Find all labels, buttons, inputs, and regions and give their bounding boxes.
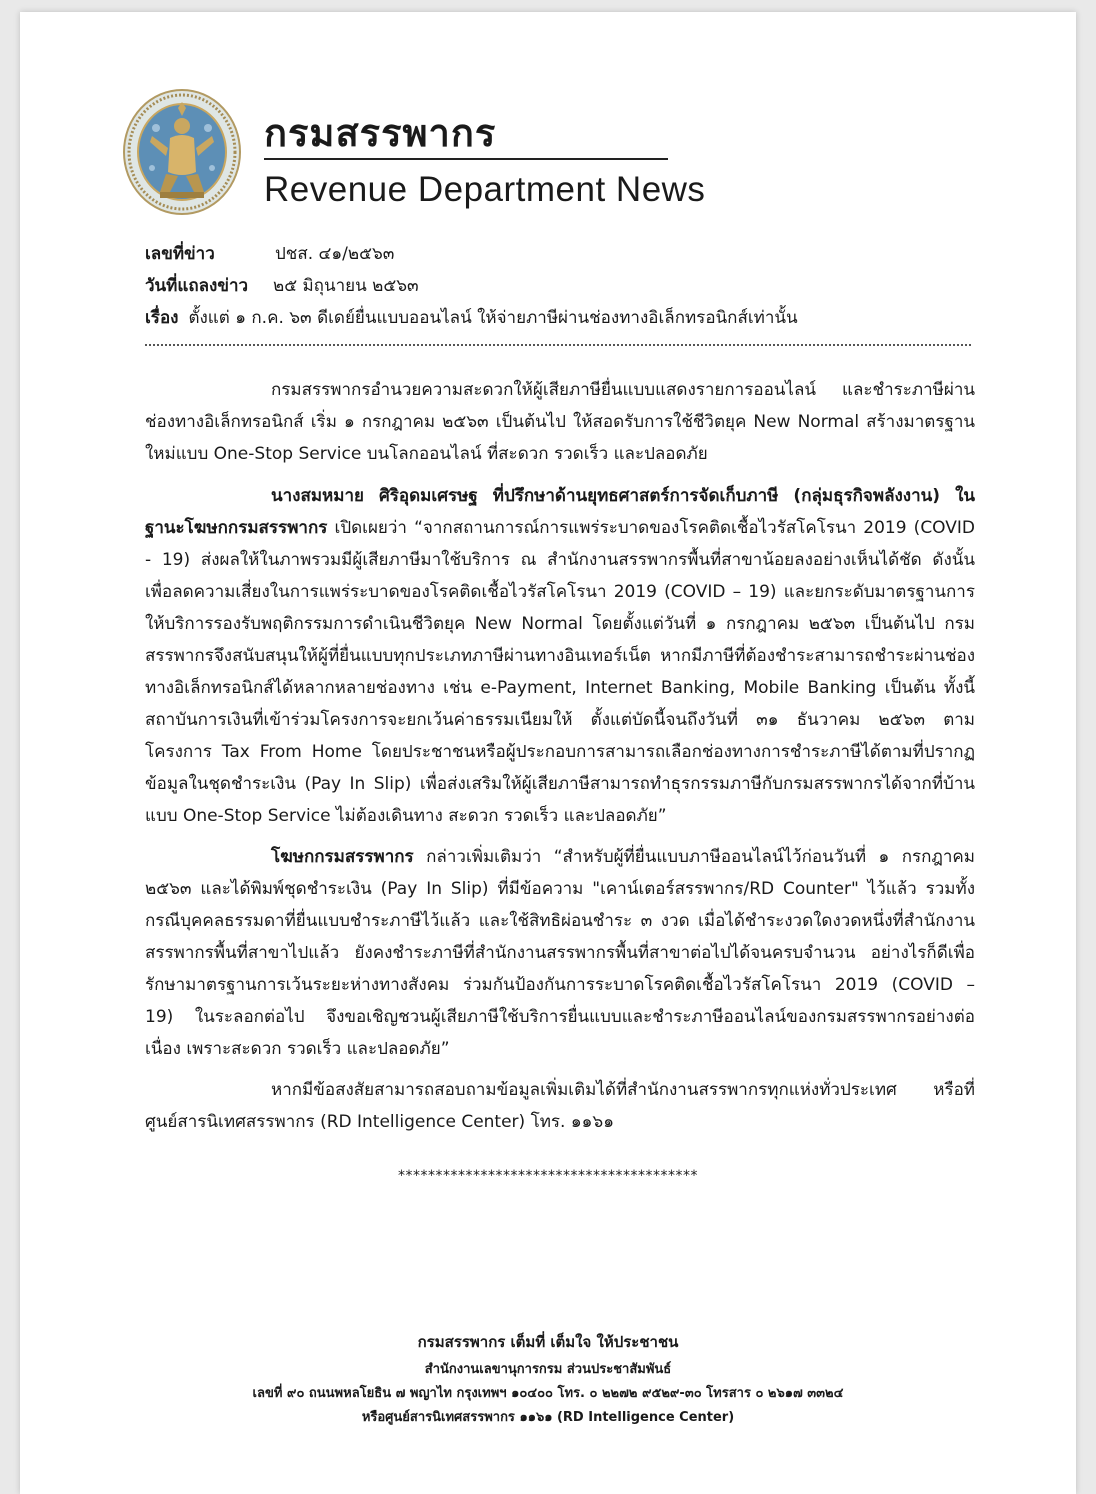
spokesperson-title: โฆษกกรมสรรพากร	[271, 847, 414, 867]
subject-label: เรื่อง	[145, 308, 179, 328]
masthead-rule	[264, 158, 668, 160]
press-date-row	[145, 272, 419, 299]
paragraph-spokesperson	[145, 480, 975, 832]
footer-office: สำนักงานเลขานุการกรม ส่วนประชาสัมพันธ์	[424, 1362, 672, 1377]
news-number-row	[145, 240, 394, 267]
paragraph-additional-text: กล่าวเพิ่มเติมว่า “สำหรับผู้ที่ยื่นแบบภาษีออนไลน์ไว้ก่อนวันที่ ๑ กรกฎาคม ๒๕๖๓ และได้พิมพ์ชุดชำระเงิน (Pay In Slip) ที่มีข้อความ "เคาน์เตอร์สรรพากร/RD Counter" ไว้แล้ว รวมทั้งกรณีบุคคลธรรมดาที่ยื่นแบบชำระภาษีไว้แล้ว และใช้สิทธิผ่อนชำระ ๓ งวด เมื่อได้ชำระงวดใดงวดหนึ่งที่สำนักงานสรรพากรพื้นที่สาขาไปแล้ว ยังคงชำระภาษีที่สำนักงานสรรพากรพื้นที่สาขาต่อไปได้จนครบจำนวน อย่างไรก็ดีเพื่อรักษามาตรฐานการเว้นระยะห่างทางสังคม ร่วมกันป้องกันการระบาดโรคติดเชื้อไวรัสโคโรนา 2019 (COVID – 19) ในระลอกต่อไป จึงขอเชิญชวนผู้เสียภาษีใช้บริการยื่นแบบและชำระภาษีออนไลน์ของกรมสรรพากรอย่างต่อเนื่อง เพราะสะดวก รวดเร็ว และปลอดภัย”	[145, 847, 975, 1059]
revenue-department-seal-icon	[122, 88, 242, 216]
news-number-value: ปชส. ๔๑/๒๕๖๓	[275, 244, 395, 264]
spokesperson-name: นางสมหมาย ศิริอุดมเศรษฐ ที่ปรึกษาด้านยุทธศาสตร์การจัดเก็บภาษี (กลุ่มธุรกิจพลังงาน) ในฐานะโฆษกกรมสรรพากร	[145, 486, 975, 538]
paragraph-contact-text: หากมีข้อสงสัยสามารถสอบถามข้อมูลเพิ่มเติมได้ที่สำนักงานสรรพากรทุกแห่งทั่วประเทศ หรือที่ศูนย์สารนิเทศสรรพากร (RD Intelligence Center) โทร. ๑๑๖๑	[145, 1080, 975, 1132]
document-page	[20, 12, 1076, 1494]
footer-slogan: กรมสรรพากร เต็มที่ เต็มใจ ให้ประชาชน	[417, 1333, 679, 1351]
masthead-title-thai: กรมสรรพากร	[264, 111, 497, 155]
masthead-title-english: Revenue Department News	[264, 170, 706, 209]
footer-address: เลขที่ ๙๐ ถนนพหลโยธิน ๗ พญาไท กรุงเทพฯ ๑๐๔๐๐ โทร. ๐ ๒๒๗๒ ๙๕๒๙-๓๐ โทรสาร ๐ ๒๖๑๗ ๓๓๒๔	[252, 1386, 844, 1401]
end-marker: ****************************************	[398, 1168, 698, 1184]
paragraph-additional	[145, 841, 975, 1065]
press-date-label: วันที่แถลงข่าว	[145, 276, 249, 296]
paragraph-spokesperson-text: เปิดเผยว่า “จากสถานการณ์การแพร่ระบาดของโรคติดเชื้อไวรัสโคโรนา 2019 (COVID - 19) ส่งผลให้ในภาพรวมมีผู้เสียภาษีมาใช้บริการ ณ สำนักงานสรรพากรพื้นที่สาขาน้อยลงอย่างเห็นได้ชัด ดังนั้น เพื่อลดความเสี่ยงในการแพร่ระบาดของโรคติดเชื้อไวรัสโคโรนา 2019 (COVID – 19) และยกระดับมาตรฐานการให้บริการรองรับพฤติกรรมการดำเนินชีวิตยุค New Normal โดยตั้งแต่วันที่ ๑ กรกฎาคม ๒๕๖๓ เป็นต้นไป กรมสรรพากรจึงสนับสนุนให้ผู้ที่ยื่นแบบทุกประเภทภาษีผ่านทางอินเทอร์เน็ต หากมีภาษีที่ต้องชำระสามารถชำระผ่านช่องทางอิเล็กทรอนิกส์ได้หลากหลายช่องทาง เช่น e-Payment, Internet Banking, Mobile Banking เป็นต้น ทั้งนี้ สถาบันการเงินที่เข้าร่วมโครงการจะยกเว้นค่าธรรมเนียมให้ ตั้งแต่บัดนี้จนถึงวันที่ ๓๑ ธันวาคม ๒๕๖๓ ตามโครงการ Tax From Home โดยประชาชนหรือผู้ประกอบการสามารถเลือกช่องทางการชำระภาษีได้ตามที่ปรากฏข้อมูลในชุดชำระเงิน (Pay In Slip) เพื่อส่งเสริมให้ผู้เสียภาษีสามารถทำธุรกรรมภาษีกับกรมสรรพากรได้จากที่บ้านแบบ One-Stop Service ไม่ต้องเดินทาง สะดวก รวดเร็ว และปลอดภัย”	[145, 518, 975, 826]
subject-value: ตั้งแต่ ๑ ก.ค. ๖๓ ดีเดย์ยื่นแบบออนไลน์ ให้จ่ายภาษีผ่านช่องทางอิเล็กทรอนิกส์เท่านั้น	[188, 308, 798, 328]
dotted-separator	[145, 344, 971, 346]
subject-row	[145, 304, 798, 331]
paragraph-intro-text: กรมสรรพากรอำนวยความสะดวกให้ผู้เสียภาษียื่นแบบแสดงรายการออนไลน์ และชำระภาษีผ่านช่องทางอิเล็กทรอนิกส์ เริ่ม ๑ กรกฎาคม ๒๕๖๓ เป็นต้นไป ให้สอดรับการใช้ชีวิตยุค New Normal สร้างมาตรฐานใหม่แบบ One-Stop Service บนโลกออนไลน์ ที่สะดวก รวดเร็ว และปลอดภัย	[145, 380, 975, 464]
news-number-label: เลขที่ข่าว	[145, 244, 215, 264]
footer-hotline: หรือศูนย์สารนิเทศสรรพากร ๑๑๖๑ (RD Intelligence Center)	[361, 1410, 735, 1425]
paragraph-intro	[145, 374, 975, 470]
press-date-value: ๒๕ มิถุนายน ๒๕๖๓	[273, 276, 419, 296]
paragraph-contact	[145, 1074, 975, 1138]
